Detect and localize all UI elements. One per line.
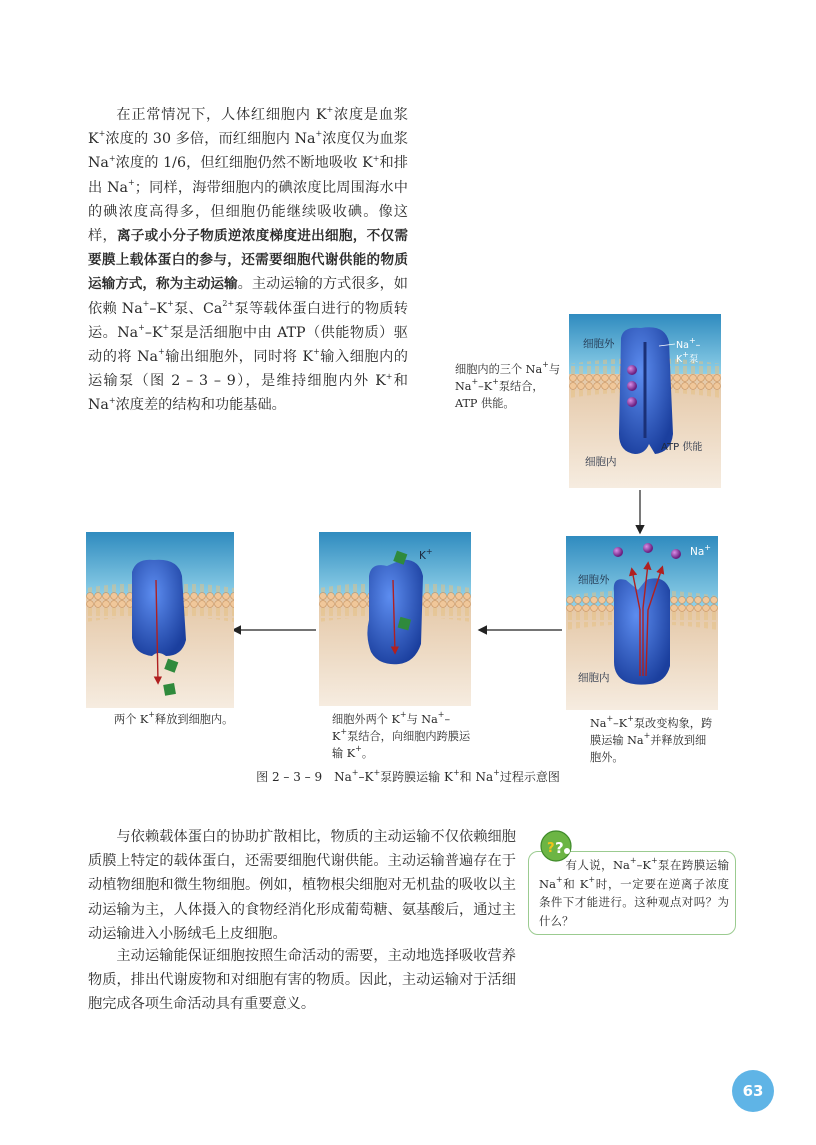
pump-label: Na+–K+泵 bbox=[676, 335, 701, 365]
significance-paragraph: 主动运输能保证细胞按照生命活动的需要，主动地选择吸收营养物质，排出代谢废物和对细胞有害的物质。因此，主动运输对于活细胞完成各项生命活动具有重要意义。 bbox=[88, 948, 516, 1013]
na-ion-icon bbox=[627, 365, 637, 375]
panel-k-release bbox=[86, 532, 234, 708]
arrow-left-2 bbox=[230, 622, 318, 638]
k-ion-icon bbox=[163, 683, 176, 696]
na-ion-icon bbox=[627, 381, 637, 391]
panel-k-binding bbox=[319, 532, 471, 706]
panel-k-binding-caption: 细胞外两个 K+与 Na+–K+泵结合，向细胞内跨膜运输 K+。 bbox=[332, 710, 471, 760]
comparison-paragraph: 与依赖载体蛋白的协助扩散相比，物质的主动运输不仅依赖细胞质膜上特定的载体蛋白，还需要细胞代谢供能。主动运输普遍存在于动植物细胞和微生物细胞。例如，植物根尖细胞对无机盐的吸收以主动运输为主，人体摄入的食物经消化形成葡萄糖、氨基酸后，通过主动运输进入小肠绒毛上皮细胞。 bbox=[88, 829, 516, 942]
figure-title: 图 2 – 3 – 9 Na+–K+泵跨膜运输 K+和 Na+过程示意图 bbox=[256, 768, 560, 784]
active-transport-definition: 离子或小分子物质逆浓度梯度进出细胞，不仅需要膜上载体蛋白的参与，还需要细胞代谢供能的物质运输方式，称为主动运输 bbox=[88, 228, 408, 293]
svg-text:?: ? bbox=[555, 839, 564, 857]
atp-label: ATP 供能 bbox=[661, 442, 703, 453]
panel-k-release-illustration bbox=[86, 532, 234, 708]
panel-k-release-caption: 两个 K+释放到细胞内。 bbox=[114, 710, 234, 726]
na-ion-icon bbox=[671, 549, 681, 559]
svg-text:?: ? bbox=[547, 841, 555, 856]
arrow-down bbox=[630, 490, 650, 540]
panel-na-binding bbox=[569, 314, 721, 488]
panel-na-release-caption: Na+–K+泵改变构象，跨膜运输 Na+并释放到细胞外。 bbox=[590, 714, 713, 764]
panel-na-binding-caption: 细胞内的三个 Na+与 Na+–K+泵结合，ATP 供能。 bbox=[455, 360, 561, 410]
page-number: 63 bbox=[732, 1070, 774, 1112]
arrow-left-1 bbox=[474, 622, 564, 638]
k-label: K+ bbox=[419, 546, 433, 562]
inside-label: 细胞内 bbox=[585, 456, 617, 468]
intro-paragraph: 在正常情况下，人体红细胞内 K+浓度是血浆 K+浓度的 30 多倍，而红细胞内 Na+浓度仅为血浆 Na+浓度的 1/6，但红细胞仍然不断地吸收 K+和排出 Na+；同样，海带细胞内的碘浓度比周围海水中的碘浓度高得多，但细胞仍能继续吸收碘。像这样，离子或小分子物质逆浓度梯度进出细胞，不仅需要膜上载体蛋白的参与，还需要细胞代谢供能的物质运输方式，称为主动运输。主动运输的方式很多，如依赖 Na+–K+泵、$Ca^{2+}$泵等载体蛋白进行的物质转运。Na+–K+泵是活细胞中由 ATP（供能物质）驱动的将 Na+输出细胞外，同时将 K+输入细胞内的运输泵（图 2 – 3 – 9），是维持细胞内外 K+和 Na+浓度差的结构和功能基础。 bbox=[88, 105, 408, 414]
na-ion-icon bbox=[627, 397, 637, 407]
discussion-question: 有人说，Na+–K+泵在跨膜运输 Na+和 K+时，一定要在逆离子浓度条件下才能进行。这种观点对吗？为什么？ bbox=[539, 856, 730, 928]
na-ion-icon bbox=[643, 543, 653, 553]
na-label: Na+ bbox=[690, 542, 711, 558]
inside-label: 细胞内 bbox=[578, 672, 610, 684]
outside-label: 细胞外 bbox=[578, 574, 610, 586]
discussion-box bbox=[528, 851, 736, 935]
na-ion-icon bbox=[613, 547, 623, 557]
panel-k-binding-illustration bbox=[319, 532, 471, 706]
question-badge-icon bbox=[536, 829, 576, 863]
outside-label: 细胞外 bbox=[583, 338, 615, 350]
panel-na-release bbox=[566, 536, 718, 710]
